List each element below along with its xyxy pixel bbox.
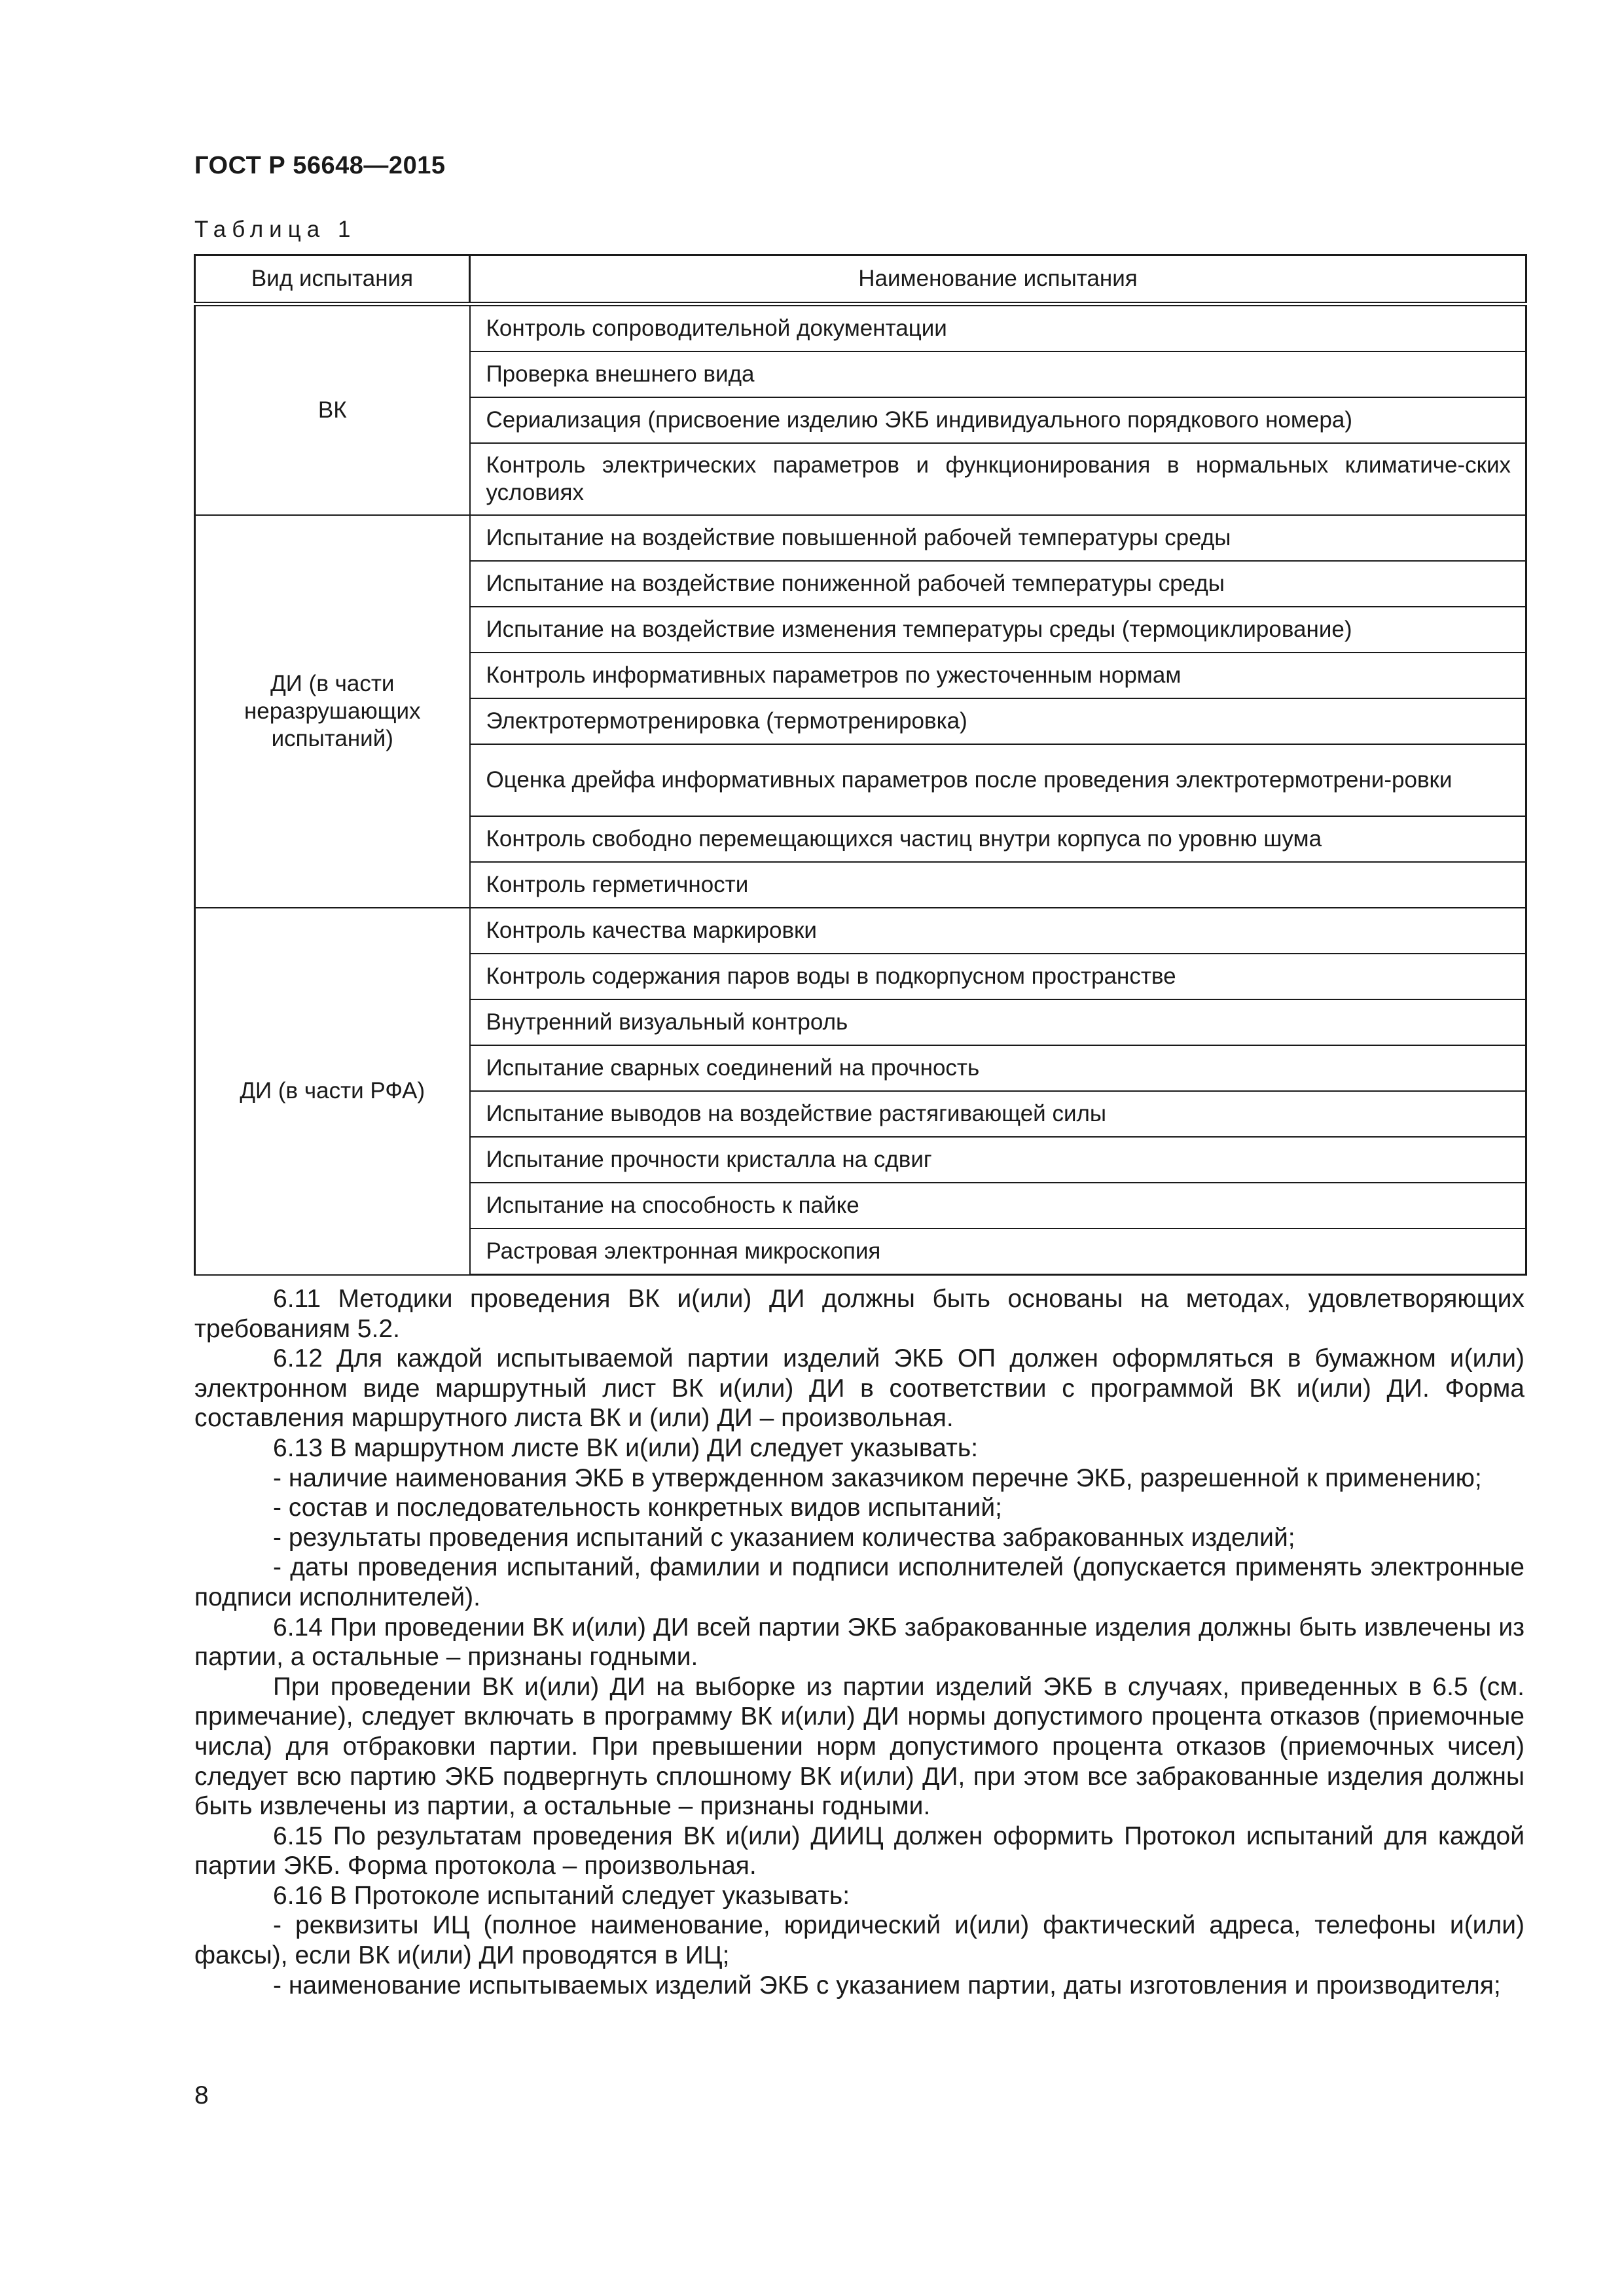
list-item: - наименование испытываемых изделий ЭКБ с указанием партии, даты изготовления и производителя; — [273, 1971, 1501, 2000]
list-item: - наличие наименования ЭКБ в утвержденном заказчиком перечне ЭКБ, разрешенной к применению; — [273, 1463, 1482, 1492]
test-name-cell: Испытание на воздействие пониженной рабочей температуры среды — [470, 561, 1526, 607]
header-test-name: Наименование испытания — [470, 255, 1526, 304]
list-item: - результаты проведения испытаний с указанием количества забракованных изделий; — [273, 1523, 1295, 1552]
group-cell-di-nondestructive: ДИ (в части неразрушающих испытаний) — [195, 515, 470, 908]
page-number: 8 — [194, 2081, 209, 2109]
test-name-cell: Испытание выводов на воздействие растягивающей силы — [470, 1091, 1526, 1137]
paragraph-6-15: 6.15 По результатам проведения ВК и(или) ДИИЦ должен оформить Протокол испытаний для каждой партии ЭКБ. Форма протокола – произвольная. — [194, 1821, 1525, 1880]
list-item: - реквизиты ИЦ (полное наименование, юридический и(или) фактический адреса, телефоны и(или) факсы), если ВК и(или) ДИ проводятся в ИЦ; — [194, 1911, 1525, 1970]
group-cell-vk: ВК — [195, 304, 470, 516]
table-header-row — [195, 255, 1526, 304]
test-name-cell: Испытание на способность к пайке — [470, 1183, 1526, 1229]
test-name-cell: Контроль содержания паров воды в подкорпусном пространстве — [470, 954, 1526, 999]
test-name-cell: Растровая электронная микроскопия — [470, 1229, 1526, 1275]
header-test-type: Вид испытания — [195, 255, 470, 304]
test-name-cell: Контроль информативных параметров по ужесточенным нормам — [470, 653, 1526, 698]
paragraph-6-12: 6.12 Для каждой испытываемой партии изделий ЭКБ ОП должен оформляться в бумажном и(или) электронном виде маршрутный лист ВК и(или) ДИ в соответствии с программой ВК и(или) ДИ. Форма составления маршрутного листа ВК и (или) ДИ – произвольная. — [194, 1344, 1525, 1433]
test-types-table — [194, 254, 1527, 1276]
body-text — [194, 1284, 1525, 2000]
list-item: - даты проведения испытаний, фамилии и подписи исполнителей (допускается применять электронные подписи исполнителей). — [194, 1553, 1525, 1611]
test-name-cell: Испытание сварных соединений на прочность — [470, 1045, 1526, 1091]
list-item: - состав и последовательность конкретных видов испытаний; — [273, 1494, 1002, 1522]
test-name-cell: Внутренний визуальный контроль — [470, 999, 1526, 1045]
test-name-cell: Испытание прочности кристалла на сдвиг — [470, 1137, 1526, 1183]
paragraph-6-14: 6.14 При проведении ВК и(или) ДИ всей партии ЭКБ забракованные изделия должны быть извлечены из партии, а остальные – признаны годными. — [194, 1613, 1525, 1672]
paragraph-sampling: При проведении ВК и(или) ДИ на выборке из партии изделий ЭКБ в случаях, приведенных в 6.5 (см. примечание), следует включать в программу ВК и(или) ДИ нормы допустимого процента отказов (приемочные числа) для отбраковки партии. При превышении норм допустимого процента отказов (приемочных чисел) следует всю партию ЭКБ подвергнуть сплошному ВК и(или) ДИ, при этом все забракованные изделия должны быть извлечены из партии, а остальные – признаны годными. — [194, 1672, 1525, 1821]
paragraph-6-11: 6.11 Методики проведения ВК и(или) ДИ должны быть основаны на методах, удовлетворяющих требованиям 5.2. — [194, 1285, 1525, 1343]
test-name-cell: Контроль герметичности — [470, 862, 1526, 908]
test-name-cell: Проверка внешнего вида — [470, 351, 1526, 397]
paragraph-6-13: 6.13 В маршрутном листе ВК и(или) ДИ следует указывать: — [273, 1433, 979, 1462]
table-row — [195, 304, 1526, 352]
group-cell-di-rfa: ДИ (в части РФА) — [195, 908, 470, 1275]
test-name-cell: Контроль электрических параметров и функционирования в нормальных климатиче-ских условиях — [470, 443, 1526, 515]
table-caption: Таблица 1 — [194, 217, 357, 242]
test-name-cell: Оценка дрейфа информативных параметров после проведения электротермотрени-ровки — [470, 744, 1526, 816]
test-name-cell: Контроль свободно перемещающихся частиц внутри корпуса по уровню шума — [470, 816, 1526, 862]
paragraph-6-16: 6.16 В Протоколе испытаний следует указывать: — [273, 1881, 850, 1910]
test-name-cell: Испытание на воздействие изменения температуры среды (термоциклирование) — [470, 607, 1526, 653]
test-name-cell: Контроль качества маркировки — [470, 908, 1526, 954]
test-name-cell: Испытание на воздействие повышенной рабочей температуры среды — [470, 515, 1526, 561]
document-header: ГОСТ Р 56648—2015 — [194, 152, 446, 179]
test-name-cell: Электротермотренировка (термотренировка) — [470, 698, 1526, 744]
test-name-cell: Сериализация (присвоение изделию ЭКБ индивидуального порядкового номера) — [470, 397, 1526, 443]
table-row — [195, 908, 1526, 954]
test-name-cell: Контроль сопроводительной документации — [470, 304, 1526, 352]
table-row — [195, 515, 1526, 561]
